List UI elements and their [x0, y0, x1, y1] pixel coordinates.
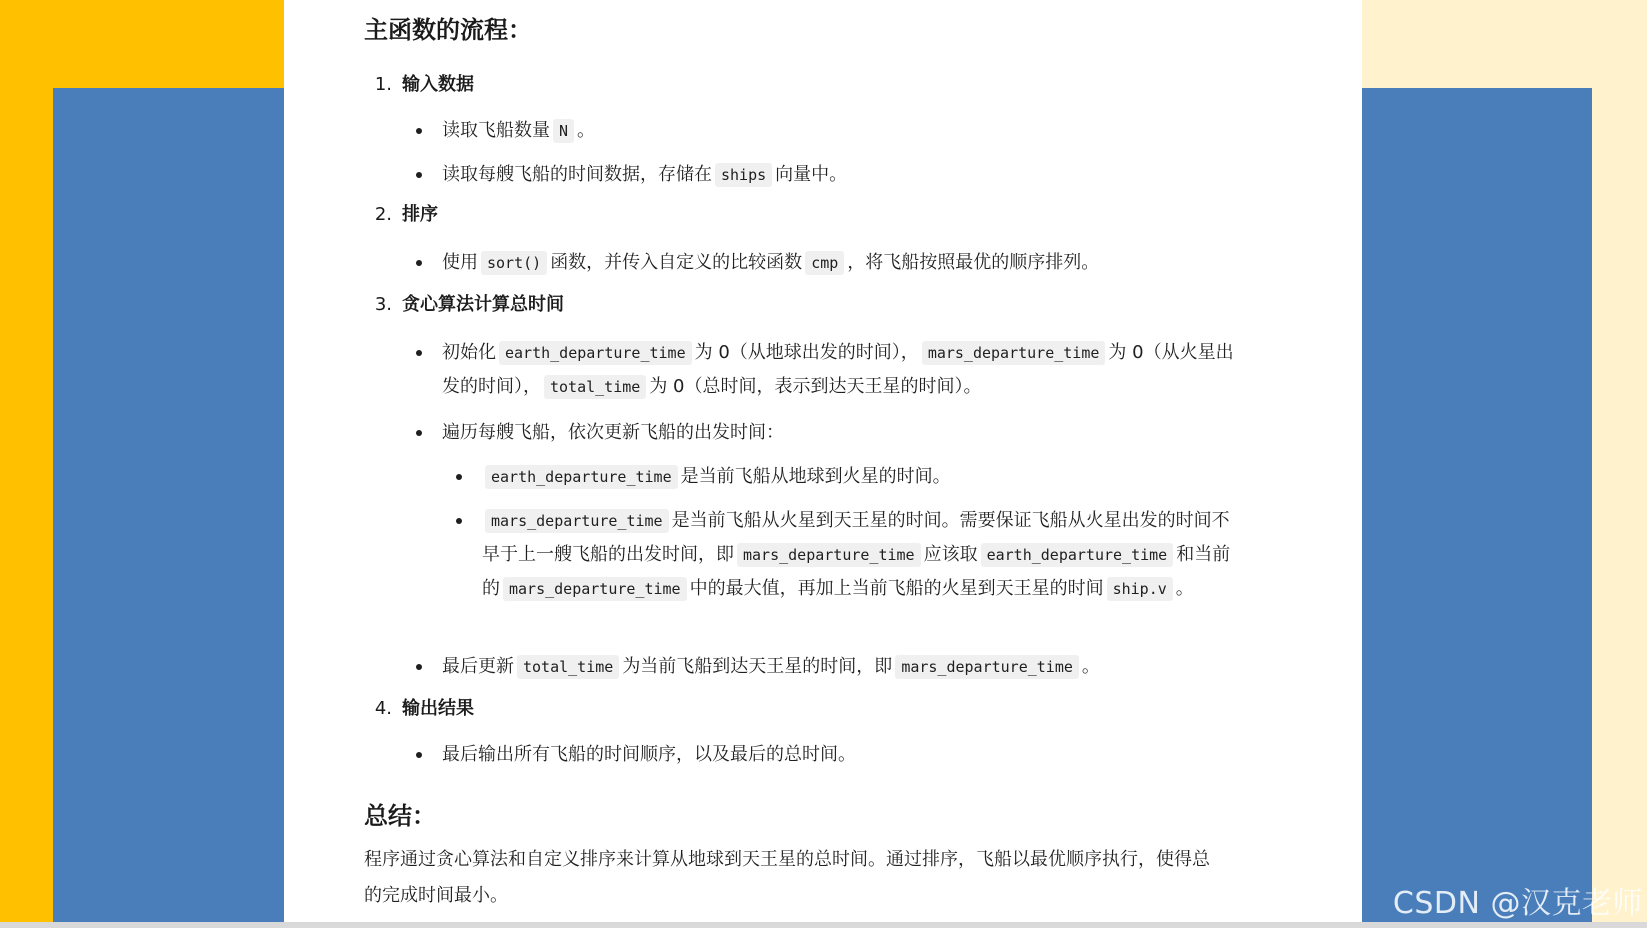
document-content — [364, 10, 1274, 906]
code-ships: ships — [715, 163, 772, 187]
step-4-title: 输出结果 — [402, 698, 474, 719]
document-page — [284, 0, 1362, 922]
list-item: 使用 sort() 函数，并传入自定义的比较函数 cmp ，将飞船按照最优的顺序排列。 — [442, 246, 1242, 280]
list-item: 最后输出所有飞船的时间顺序，以及最后的总时间。 — [442, 738, 1242, 772]
list-item: 读取每艘飞船的时间数据，存储在 ships 向量中。 — [442, 158, 1242, 192]
list-item: 遍历每艘飞船，依次更新飞船的出发时间： — [442, 416, 1242, 450]
list-item: 初始化 earth_departure_time 为 0（从地球出发的时间）， mars_departure_time 为 0（从火星出发的时间）， total_time 为 0（总时间，表示到达天王星的时间）。 — [442, 336, 1242, 404]
background-blue-left — [53, 88, 284, 922]
list-item: 读取飞船数量 N 。 — [442, 114, 1242, 148]
summary-paragraph: 程序通过贪心算法和自定义排序来计算从地球到天王星的总时间。通过排序，飞船以最优顺序执行，使得总的完成时间最小。 — [364, 849, 1210, 906]
watermark-text: CSDN @汉克老师 — [1392, 886, 1643, 921]
code-cmp: cmp — [805, 251, 844, 275]
code-sort: sort() — [481, 251, 547, 275]
step-3: 3. 贪心算法计算总时间 — [374, 294, 564, 315]
list-item: mars_departure_time 是当前飞船从火星到天王星的时间。需要保证飞船从火星出发的时间不早于上一艘飞船的出发时间，即 mars_departure_time 应该取 earth_departure_time 和当前的 mars_departure_time 中的最大值，再加上当前飞船的火星到天王星的时间 ship.v 。 — [482, 504, 1242, 606]
list-item: earth_departure_time 是当前飞船从地球到火星的时间。 — [482, 460, 1242, 494]
heading-summary: 总结： — [364, 802, 436, 830]
step-4: 4. 输出结果 — [374, 698, 474, 719]
step-1: 1. 输入数据 — [374, 74, 474, 95]
code-N: N — [553, 119, 574, 143]
background-blue-right — [1362, 88, 1592, 922]
list-item: 最后更新 total_time 为当前飞船到达天王星的时间，即 mars_departure_time 。 — [442, 650, 1242, 684]
step-1-title: 输入数据 — [402, 74, 474, 95]
heading-main-flow: 主函数的流程： — [364, 16, 532, 44]
bottom-strip — [0, 922, 1647, 928]
step-2-title: 排序 — [402, 204, 438, 225]
step-2: 2. 排序 — [374, 204, 438, 225]
step-3-title: 贪心算法计算总时间 — [402, 294, 564, 315]
